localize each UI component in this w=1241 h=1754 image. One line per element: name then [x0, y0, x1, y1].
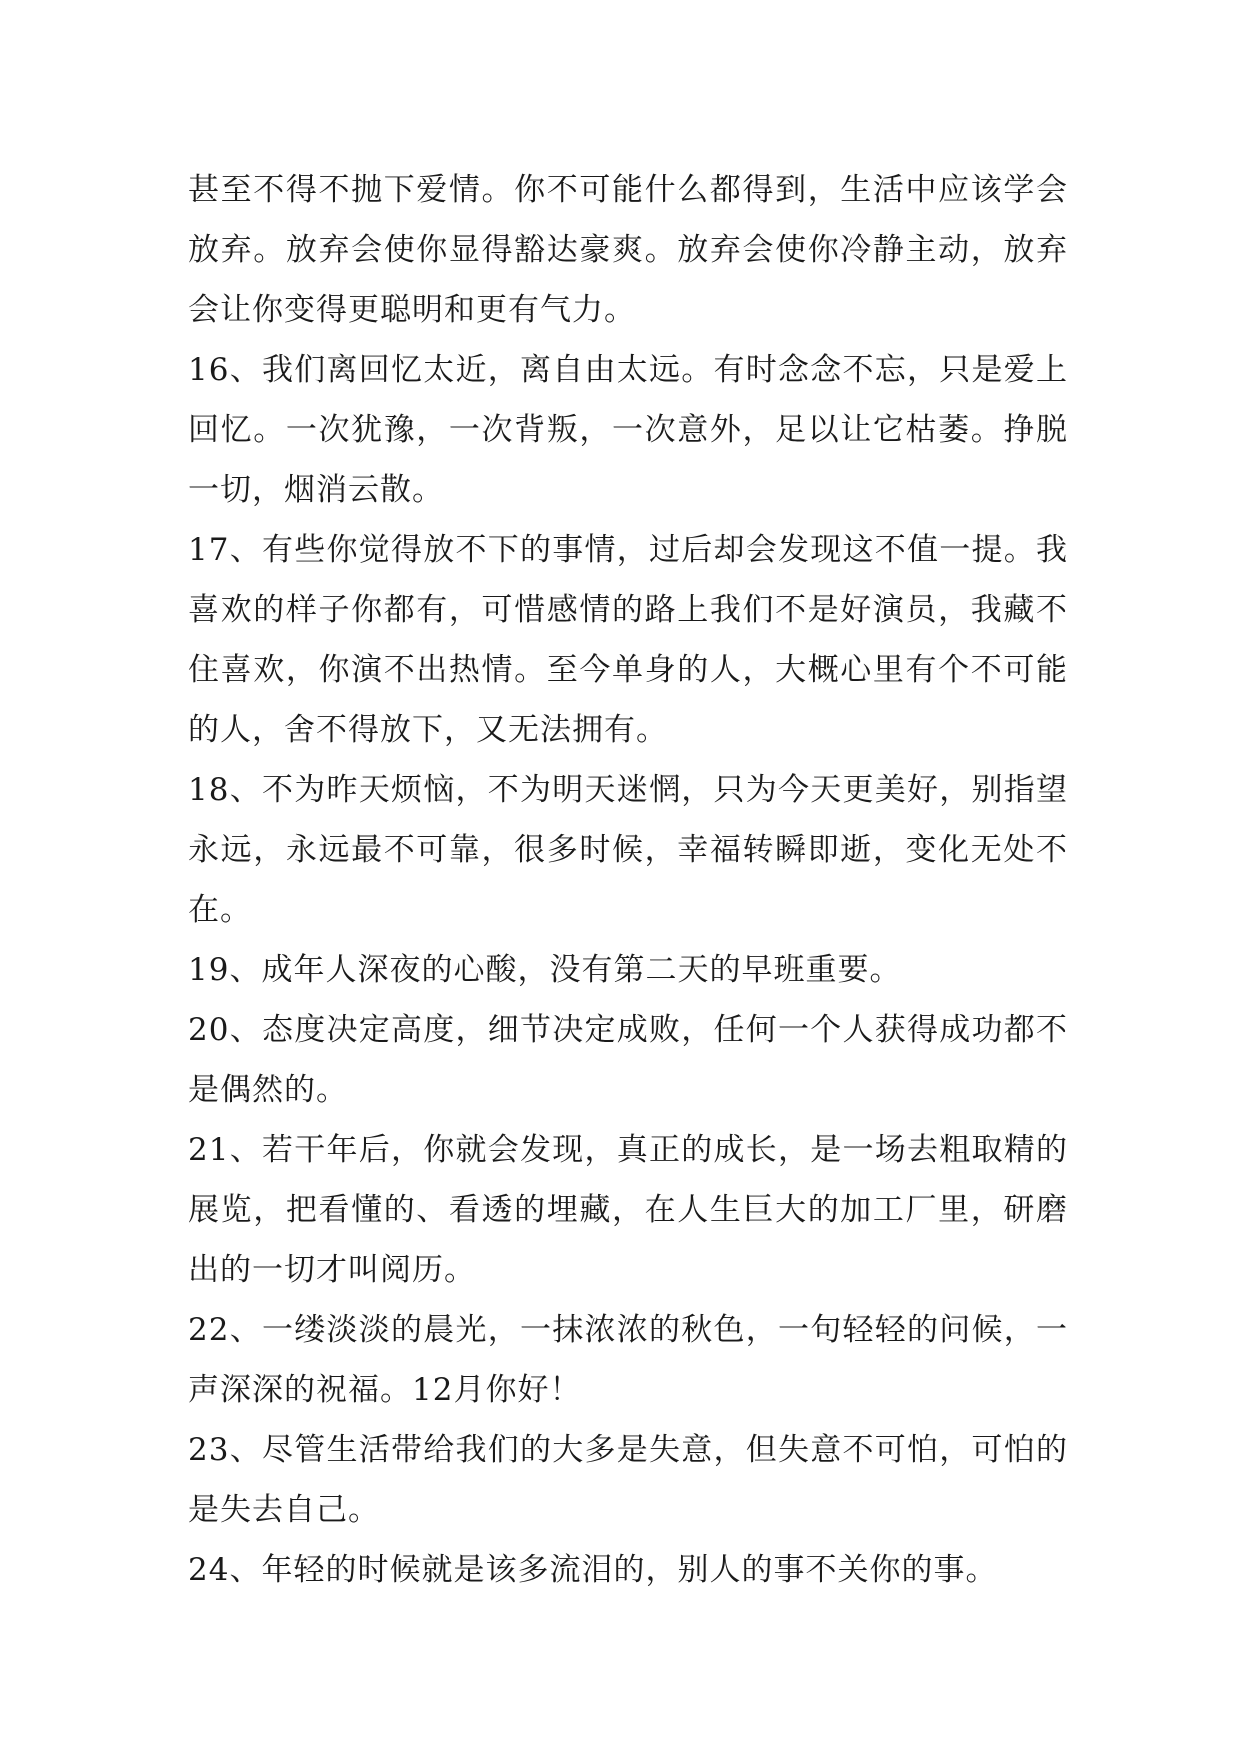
paragraph-item-17: 17、有些你觉得放不下的事情，过后却会发现这不值一提。我喜欢的样子你都有，可惜感情的路上我们不是好演员，我藏不住喜欢，你演不出热情。至今单身的人，大概心里有个不可能的人，舍不得放下，又无法拥有。 [188, 532, 1068, 748]
paragraph-item-24: 24、年轻的时候就是该多流泪的，别人的事不关你的事。 [188, 1552, 998, 1588]
paragraph-item-16: 16、我们离回忆太近，离自由太远。有时念念不忘，只是爱上回忆。一次犹豫，一次背叛，一次意外，足以让它枯萎。挣脱一切，烟消云散。 [188, 352, 1068, 508]
document-body [188, 160, 1068, 1600]
paragraph-continuation: 甚至不得不抛下爱情。你不可能什么都得到，生活中应该学会放弃。放弃会使你显得豁达豪爽。放弃会使你冷静主动，放弃会让你变得更聪明和更有气力。 [188, 172, 1068, 328]
paragraph-item-23: 23、尽管生活带给我们的大多是失意，但失意不可怕，可怕的是失去自己。 [188, 1432, 1068, 1528]
paragraph-item-21: 21、若干年后，你就会发现，真正的成长，是一场去粗取精的展览，把看懂的、看透的埋藏，在人生巨大的加工厂里，研磨出的一切才叫阅历。 [188, 1132, 1068, 1288]
paragraph-item-19: 19、成年人深夜的心酸，没有第二天的早班重要。 [188, 952, 902, 988]
paragraph-item-20: 20、态度决定高度，细节决定成败，任何一个人获得成功都不是偶然的。 [188, 1012, 1068, 1108]
paragraph-item-18: 18、不为昨天烦恼，不为明天迷惘，只为今天更美好，别指望永远，永远最不可靠，很多时候，幸福转瞬即逝，变化无处不在。 [188, 772, 1068, 928]
paragraph-item-22: 22、一缕淡淡的晨光，一抹浓浓的秋色，一句轻轻的问候，一声深深的祝福。12月你好！ [188, 1312, 1068, 1408]
